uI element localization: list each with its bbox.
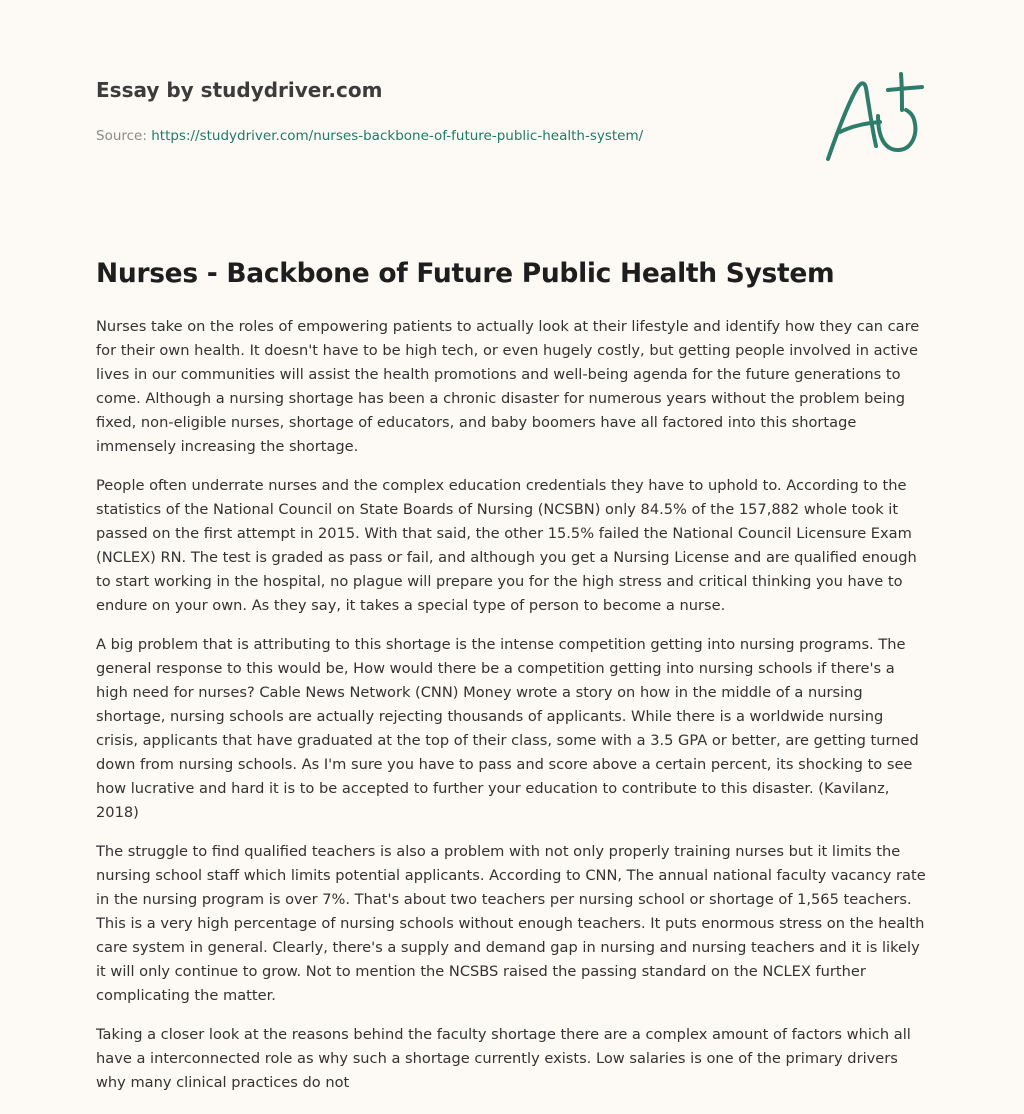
- site-brand: Essay by studydriver.com: [96, 78, 383, 102]
- a-plus-logo-icon: [818, 66, 930, 166]
- source-link[interactable]: https://studydriver.com/nurses-backbone-of-future-public-health-system/: [151, 128, 644, 144]
- paragraph: A big problem that is attributing to this shortage is the intense competition getting into nursing programs. The general response to this would be, How would there be a competition getting into nursing schools if there's a high need for nurses? Cable News Network (CNN) Money wrote a story on how in the middle of a nursing shortage, nursing schools are actually rejecting thousands of applicants. While there is a worldwide nursing crisis, applicants that have graduated at the top of their class, some with a 3.5 GPA or better, are getting turned down from nursing schools. As I'm sure you have to pass and score above a certain percent, its shocking to see how lucrative and hard it is to be accepted to further your education to contribute to this disaster. (Kavilanz, 2018): [96, 636, 919, 821]
- page-header: [96, 76, 796, 146]
- essay-title: Nurses - Backbone of Future Public Health System: [96, 258, 835, 289]
- paragraph: People often underrate nurses and the complex education credentials they have to uphold to. According to the statistics of the National Council on State Boards of Nursing (NCSBN) only 84.5% of the 157,882 whole took it passed on the first attempt in 2015. With that said, the other 15.5% failed the National Council Licensure Exam (NCLEX) RN. The test is graded as pass or fail, and although you get a Nursing License and are qualified enough to start working in the hospital, no plague will prepare you for the high stress and critical thinking you have to endure on your own. As they say, it takes a special type of person to become a nurse.: [96, 477, 917, 614]
- essay-body: [96, 315, 928, 1110]
- paragraph: Nurses take on the roles of empowering patients to actually look at their lifestyle and identify how they can care for their own health. It doesn't have to be high tech, or even hugely costly, but getting people involved in active lives in our communities will assist the health promotions and well-being agenda for the future generations to come. Although a nursing shortage has been a chronic disaster for numerous years without the problem being fixed, non-eligible nurses, shortage of educators, and baby boomers have all factored into this shortage immensely increasing the shortage.: [96, 318, 920, 455]
- paragraph: Taking a closer look at the reasons behind the faculty shortage there are a complex amount of factors which all have a interconnected role as why such a shortage currently exists. Low salaries is one of the primary drivers why many clinical practices do not: [96, 1026, 911, 1091]
- source-label: Source:: [96, 128, 152, 144]
- paragraph: The struggle to find qualified teachers is also a problem with not only properly training nurses but it limits the nursing school staff which limits potential applicants. According to CNN, The annual national faculty vacancy rate in the nursing program is over 7%. That's about two teachers per nursing school or shortage of 1,565 teachers. This is a very high percentage of nursing schools without enough teachers. It puts enormous stress on the health care system in general. Clearly, there's a supply and demand gap in nursing and nursing teachers and it is likely it will only continue to grow. Not to mention the NCSBS raised the passing standard on the NCLEX further complicating the matter.: [96, 843, 926, 1004]
- source-line: [96, 126, 796, 146]
